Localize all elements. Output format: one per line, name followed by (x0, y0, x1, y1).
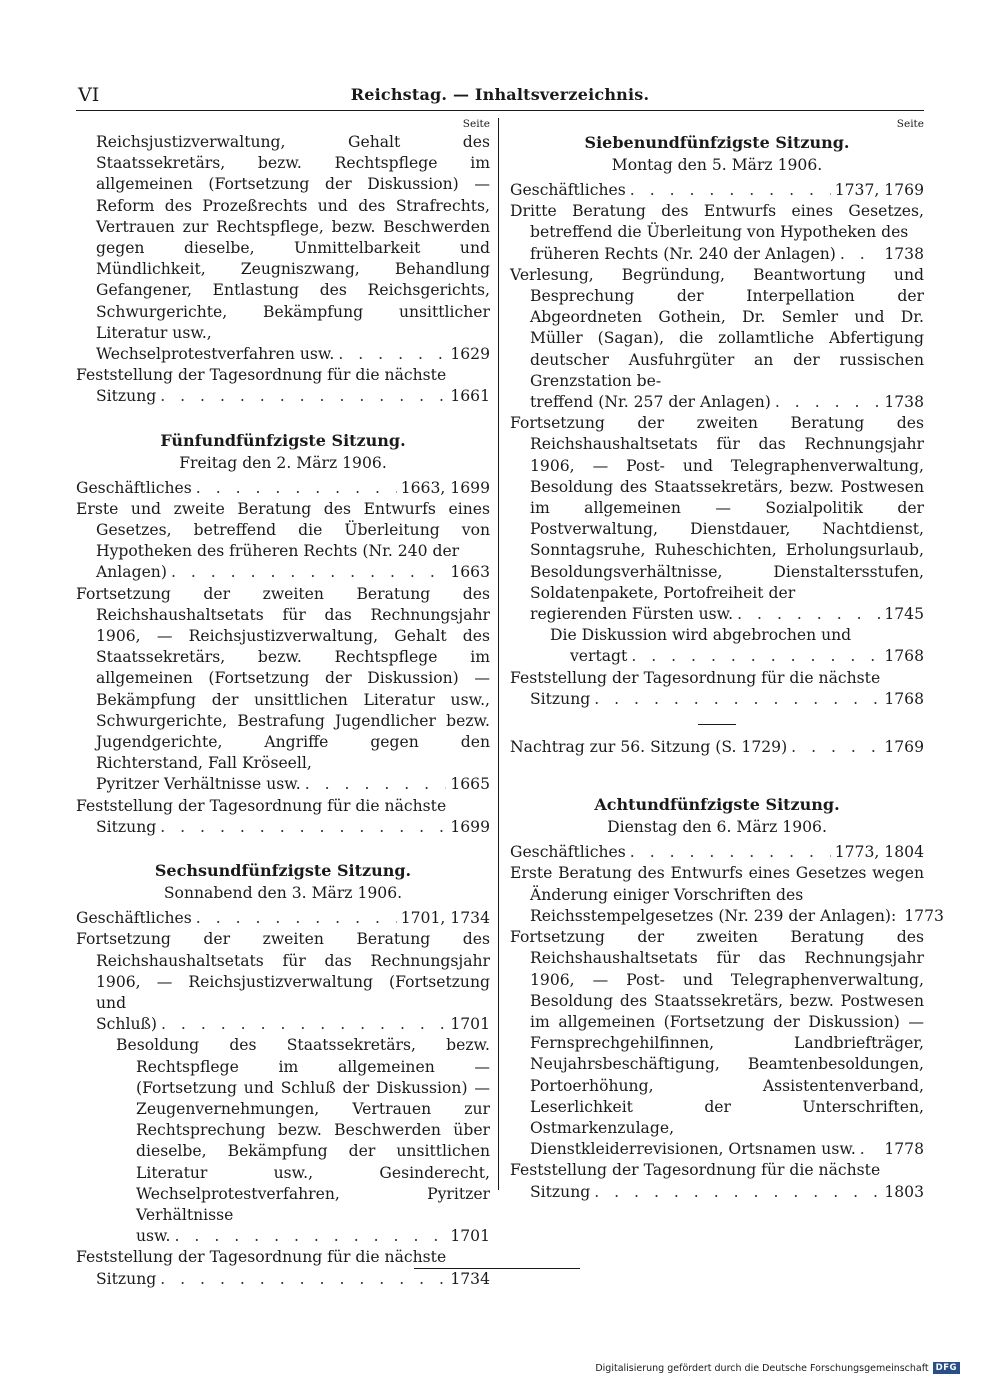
entry-text: Feststellung der Tagesordnung für die nächste (510, 1161, 881, 1180)
entry-last-line: Wechselprotestverfahren usw. (96, 345, 335, 364)
page-ref: 1738 (884, 244, 924, 263)
toc-sub-entry (76, 1035, 490, 1247)
toc-entry (76, 929, 490, 1035)
session-date: Sonnabend den 3. März 1906. (163, 884, 403, 903)
entry-last-line: Geschäftliches (76, 478, 192, 497)
session-entries (510, 842, 944, 1202)
dot-leader (594, 1182, 880, 1203)
leader-line (510, 646, 924, 667)
entry-text: Feststellung der Tagesordnung für die nächste (76, 1248, 447, 1267)
entry-text: Dritte Beratung des Entwurfs eines Gesetzes, betreffend die Überleitung von Hypotheken des (510, 202, 924, 242)
leader-line (510, 180, 924, 201)
right-column (510, 118, 944, 1203)
page-number: VI (78, 84, 100, 106)
dot-leader (791, 737, 880, 758)
page-ref: 1701, 1734 (400, 909, 490, 928)
session-date: Montag den 5. März 1906. (611, 156, 823, 174)
dot-leader (338, 344, 446, 365)
section-rule (698, 724, 736, 725)
dot-leader (840, 244, 880, 265)
dot-leader (305, 774, 447, 795)
toc-entry (510, 668, 924, 710)
toc-entry (76, 908, 490, 929)
page-ref: 1768 (884, 647, 924, 666)
running-title: Reichstag. — Inhaltsverzeichnis. (350, 85, 650, 104)
dot-leader (630, 842, 831, 863)
dfg-logo: DFG (933, 1362, 960, 1374)
entry-last-line: Sitzung (96, 817, 157, 836)
entry-text: Reichsjustizverwaltung, Gehalt des Staatssekretärs, bezw. Rechtspflege im allgemeinen (Fortsetzung der Diskussion) — Reform des Prozeßrechts und des Strafrechts, Vertrauen zur Rechtspflege, bezw. Beschwerden gegen dieselbe, Unmittelbarkeit und Mündlichkeit, Zeugniszwang, Behandlung Gefangener, Entlastung des Reichsgerichts, Schwurgerichte, Bekämpfung unsittlicher Literatur usw., (96, 133, 490, 342)
leader-line (76, 478, 490, 499)
leader-line (76, 774, 490, 795)
toc-entry (510, 863, 944, 927)
entry-last-line: früheren Rechts (Nr. 240 der Anlagen) (530, 244, 836, 263)
page-ref: 1661 (450, 387, 490, 406)
page-ref: 1701 (450, 1015, 490, 1034)
leader-line (76, 1226, 490, 1247)
entry-last-line: regierenden Fürsten usw. (530, 605, 734, 624)
toc-sub-entry (510, 625, 924, 667)
session-title: Achtundfünfzigste Sitzung. (594, 795, 840, 815)
toc-entry (76, 584, 490, 796)
entry-text: Erste und zweite Beratung des Entwurfs eines Gesetzes, betreffend die Überleitung von Hypotheken des früheren Rechts (Nr. 240 der (76, 499, 490, 561)
dot-leader (160, 1269, 446, 1290)
toc-entry (510, 201, 924, 265)
page-ref: 1737, 1769 (834, 181, 924, 199)
entry-last-line: treffend (Nr. 257 der Anlagen) (530, 393, 771, 412)
entry-last-line: Anlagen) (96, 563, 167, 582)
toc-entry (510, 927, 924, 1160)
dot-leader (160, 386, 446, 407)
page-ref: 1738 (884, 393, 924, 412)
session-title: Sechsundfünfzigste Sitzung. (154, 861, 412, 881)
dot-leader (160, 817, 446, 838)
page-ref: 1629 (450, 345, 490, 364)
leader-line (76, 1014, 490, 1035)
entry-text: Feststellung der Tagesordnung für die nächste (76, 796, 447, 815)
digitization-credit (595, 1362, 960, 1374)
entry-text: Erste Beratung des Entwurfs eines Gesetzes wegen Änderung einiger Vorschriften des (510, 864, 924, 904)
toc-entry (76, 132, 490, 365)
dot-leader (175, 1226, 447, 1247)
leader-line (510, 842, 924, 863)
footer-rule (414, 1268, 580, 1269)
column-divider (498, 118, 499, 1190)
page-ref: 1701 (450, 1227, 490, 1246)
entry-last-line: Dienstkleiderrevisionen, Ortsnamen usw. (530, 1140, 856, 1159)
dot-leader (161, 1014, 446, 1035)
toc-entry (76, 499, 490, 584)
leader-line (76, 908, 490, 929)
leader-line (510, 737, 924, 758)
entry-last-line: Geschäftliches (510, 181, 626, 199)
leader-line (510, 1182, 924, 1203)
leader-line (510, 244, 924, 265)
toc-entry-nachtrag (510, 737, 924, 758)
leader-line (76, 1269, 490, 1290)
entry-text: Fortsetzung der zweiten Beratung des Reichshaushaltsetats für das Rechnungsjahr 1906, — Post- und Telegraphenverwaltung, Besoldung des Staatssekretärs, bezw. Postwesen im allgemeinen — Sozialpolitik der Postverwaltung, Dienstdauer, Nachtdienst, Sonntagsruhe, Ruheschichten, Erholungsurlaub, Besoldungsverhältnisse, Dienstaltersstufen, Soldatenpakete, Portofreiheit der (510, 414, 924, 602)
entry-last-line: Nachtrag zur 56. Sitzung (S. 1729) (510, 738, 788, 757)
dot-leader (196, 478, 397, 499)
page-ref: 1699 (450, 817, 490, 836)
entry-last-line: Pyritzer Verhältnisse usw. (96, 775, 301, 794)
seite-label: Seite (462, 118, 490, 130)
leader-line (510, 906, 944, 927)
session-date: Freitag den 2. März 1906. (179, 453, 387, 472)
leader-line (76, 344, 490, 365)
session-entries (76, 908, 490, 1035)
dot-leader (630, 180, 831, 201)
entry-last-line: Sitzung (96, 1269, 157, 1288)
leader-line (510, 392, 924, 413)
entry-text: Fortsetzung der zweiten Beratung des Reichshaushaltsetats für das Rechnungsjahr 1906, — Reichsjustizverwaltung, Gehalt des Staatssekretärs, bezw. Rechtspflege im allgemeinen (Fortsetzung der Diskussion) — Bekämpfung der unsittlichen Literatur usw., Schwurgerichte, Bestrafung Jugendlicher bezw. Jugendgerichte, Angriffe gegen den Richterstand, Fall Kröseell, (76, 584, 490, 773)
entry-text: Besoldung des Staatssekretärs, bezw. Rechtspflege im allgemeinen — (Fortsetzung und Schluß der Diskussion) — Zeugenvernehmungen, Vertrauen zur Rechtsprechung bezw. Beschwerden über dieselbe, Bekämpfung der unsittlichen Literatur usw., Gesinderecht, Wechselprotestverfahren, Pyritzer Verhältnisse (116, 1036, 490, 1224)
leader-line (510, 1139, 924, 1160)
toc-entry (76, 796, 490, 838)
page-ref: 1745 (884, 605, 924, 624)
leader-line (76, 386, 490, 407)
entry-text: Feststellung der Tagesordnung für die nächste (76, 366, 447, 385)
page-ref: 1734 (450, 1269, 490, 1288)
seite-label: Seite (896, 118, 924, 130)
session-date: Dienstag den 6. März 1906. (607, 818, 827, 837)
entry-text: Feststellung der Tagesordnung für die nächste (510, 668, 881, 687)
leader-line (510, 689, 924, 710)
credit-text: Digitalisierung gefördert durch die Deutsche Forschungsgemeinschaft (595, 1362, 929, 1374)
dot-leader (775, 392, 880, 413)
entry-last-line: Sitzung (530, 689, 591, 708)
page-ref: 1663 (450, 563, 490, 582)
entry-last-line: Geschäftliches (510, 843, 626, 862)
entry-text: Fortsetzung der zweiten Beratung des Reichshaushaltsetats für das Rechnungsjahr 1906, — Post- und Telegraphenverwaltung, Besoldung des Staatssekretärs, bezw. Postwesen im allgemeinen (Fortsetzung der Diskussion) — Fernsprechgehilfinnen, Landbriefträger, Neujahrsbeschäftigung, Beamtenbesoldungen, Portoerhöhung, Assistentenverband, Leserlichkeit der Unterschriften, Ostmarkenzulage, (510, 928, 924, 1137)
dot-leader (860, 1139, 881, 1160)
session-title: Siebenundfünfzigste Sitzung. (584, 133, 850, 152)
entry-text: Die Diskussion wird abgebrochen und (550, 626, 852, 645)
page-header (76, 84, 924, 111)
page-ref: 1773 (904, 906, 944, 925)
entry-last-line: usw. (136, 1227, 171, 1246)
session-entries (510, 180, 924, 625)
toc-entry (510, 265, 924, 413)
page-ref: 1665 (450, 775, 490, 794)
session-entries (76, 478, 490, 838)
page-ref: 1663, 1699 (400, 478, 490, 497)
dot-leader (171, 562, 446, 583)
leader-line (76, 562, 490, 583)
entry-last-line: Geschäftliches (76, 909, 192, 928)
page-ref: 1778 (884, 1140, 924, 1159)
toc-entry (510, 180, 924, 201)
entry-last-line: Sitzung (530, 1182, 591, 1201)
entry-last-line: Schluß) (96, 1015, 157, 1034)
toc-entry (510, 1160, 924, 1202)
toc-entry (510, 842, 924, 863)
session-title: Fünfundfünfzigste Sitzung. (160, 430, 406, 450)
left-column (76, 118, 490, 1290)
dot-leader (594, 689, 880, 710)
page-ref: 1803 (884, 1182, 924, 1201)
toc-entry (510, 413, 924, 625)
entry-text: Verlesung, Begründung, Beantwortung und Besprechung der Interpellation der Abgeordneten Gothein, Dr. Semler und Dr. Müller (Sagan), die zollamtliche Abfertigung deutscher Ausfuhrgüter an der russischen Grenzstation be- (510, 265, 924, 390)
page-ref: 1773, 1804 (834, 843, 924, 862)
entry-last-line: vertagt (570, 647, 628, 666)
toc-entry (76, 478, 490, 499)
dot-leader (737, 604, 880, 625)
leader-line (76, 817, 490, 838)
dot-leader (196, 908, 397, 929)
page-ref: 1768 (884, 689, 924, 708)
entry-last-line: Reichsstempelgesetzes (Nr. 239 der Anlagen): (530, 906, 897, 925)
dot-leader (631, 646, 880, 667)
leader-line (510, 604, 924, 625)
entry-text: Fortsetzung der zweiten Beratung des Reichshaushaltsetats für das Rechnungsjahr 1906, — Reichsjustizverwaltung (Fortsetzung und (76, 930, 490, 1012)
toc-entry (76, 365, 490, 407)
entry-last-line: Sitzung (96, 387, 157, 406)
page-ref: 1769 (884, 738, 924, 757)
